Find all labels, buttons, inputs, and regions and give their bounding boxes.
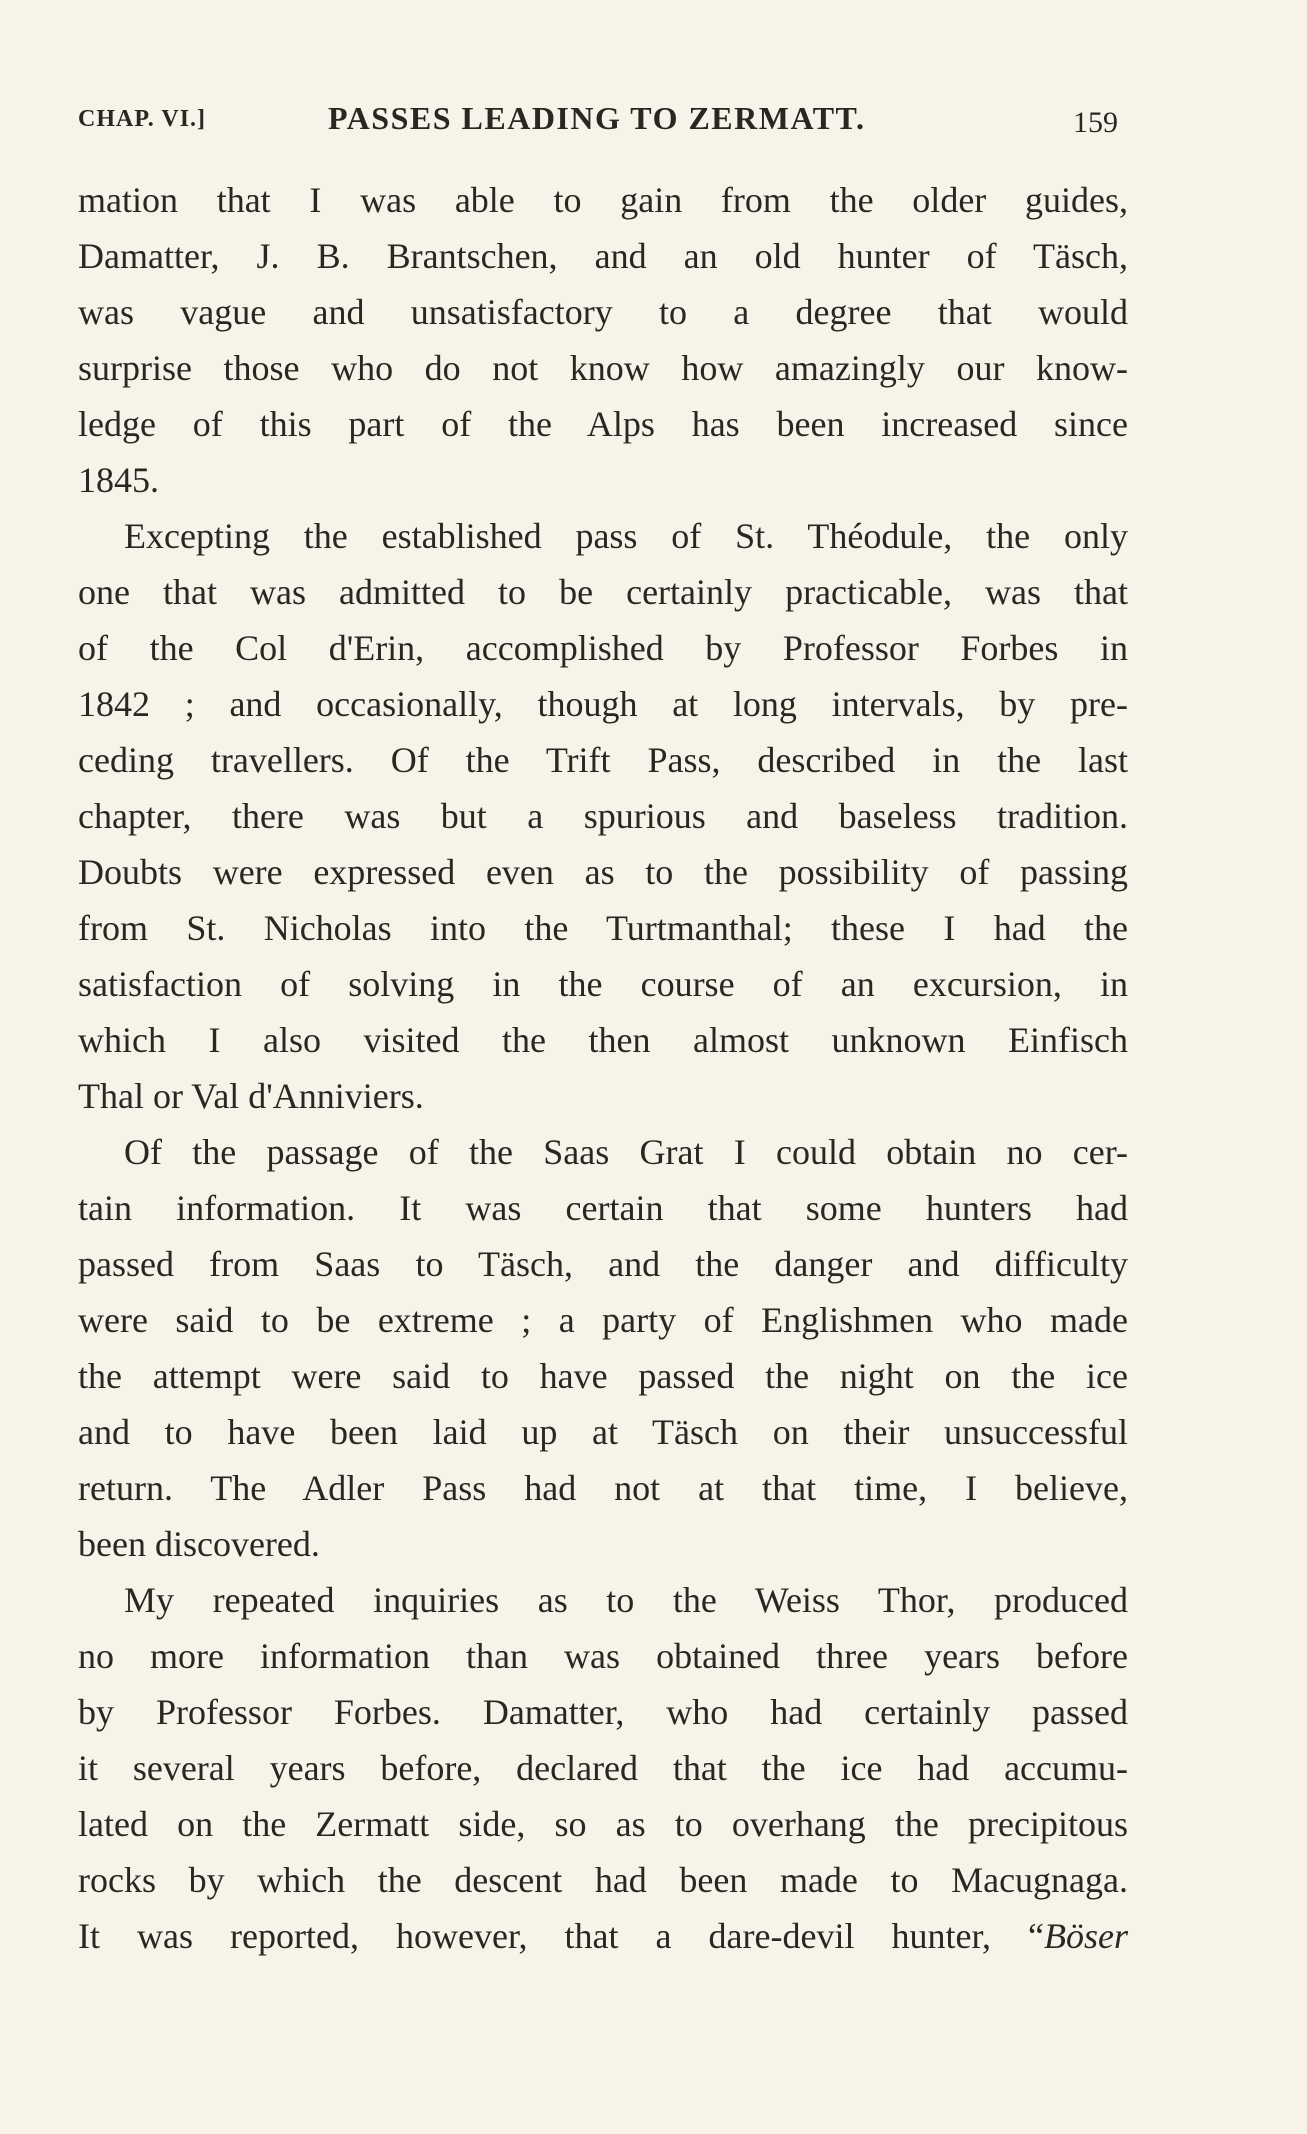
text-line: from St. Nicholas into the Turtmanthal; these I had the: [78, 908, 1128, 948]
paragraph-4: [78, 1572, 1128, 1964]
paragraph-2: [78, 508, 1128, 1124]
text-line: were said to be extreme ; a party of Englishmen who made: [78, 1300, 1128, 1340]
paragraph-3: [78, 1124, 1128, 1572]
text-line: Of the passage of the Saas Grat I could obtain no cer-: [124, 1132, 1128, 1172]
text-line: return. The Adler Pass had not at that time, I believe,: [78, 1468, 1128, 1508]
text-line: Damatter, J. B. Brantschen, and an old hunter of Täsch,: [78, 236, 1128, 276]
text-line: Doubts were expressed even as to the possibility of passing: [78, 852, 1128, 892]
text-line: by Professor Forbes. Damatter, who had certainly passed: [78, 1692, 1128, 1732]
text-line: rocks by which the descent had been made to Macugnaga.: [78, 1860, 1128, 1900]
text-line: lated on the Zermatt side, so as to overhang the precipitous: [78, 1804, 1128, 1844]
text-line: Thal or Val d'Anniviers.: [78, 1076, 424, 1116]
text-line: 1842 ; and occasionally, though at long intervals, by pre-: [78, 684, 1128, 724]
text-line: and to have been laid up at Täsch on their unsuccessful: [78, 1412, 1128, 1452]
text-line: tain information. It was certain that some hunters had: [78, 1188, 1128, 1228]
italic-word: Böser: [1044, 1916, 1128, 1956]
page-title: PASSES LEADING TO ZERMATT.: [328, 100, 866, 136]
running-head: [78, 100, 1118, 144]
text-line: of the Col d'Erin, accomplished by Professor Forbes in: [78, 628, 1128, 668]
text-line: which I also visited the then almost unknown Einfisch: [78, 1020, 1128, 1060]
text-line: the attempt were said to have passed the night on the ice: [78, 1356, 1128, 1396]
text-line-final: [78, 1908, 1128, 1964]
text-line: My repeated inquiries as to the Weiss Thor, produced: [124, 1580, 1128, 1620]
text-line: ledge of this part of the Alps has been increased since: [78, 404, 1128, 444]
text-line: mation that I was able to gain from the older guides,: [78, 180, 1128, 220]
text-line: Excepting the established pass of St. Théodule, the only: [124, 516, 1128, 556]
body-text: [78, 172, 1128, 1964]
text-line: satisfaction of solving in the course of an excursion, in: [78, 964, 1128, 1004]
text-line: no more information than was obtained three years before: [78, 1636, 1128, 1676]
text-line: 1845.: [78, 460, 159, 500]
text-line: surprise those who do not know how amazingly our know-: [78, 348, 1128, 388]
text-line: passed from Saas to Täsch, and the danger and difficulty: [78, 1244, 1128, 1284]
text-line: been discovered.: [78, 1524, 320, 1564]
chapter-label: CHAP. VI.]: [78, 106, 207, 132]
text-line: was vague and unsatisfactory to a degree that would: [78, 292, 1128, 332]
text-line: one that was admitted to be certainly practicable, was that: [78, 572, 1128, 612]
text-line: chapter, there was but a spurious and baseless tradition.: [78, 796, 1128, 836]
page-number: 159: [1073, 106, 1118, 139]
text-line-body: It was reported, however, that a dare-devil hunter, “: [78, 1916, 1044, 1956]
text-line: it several years before, declared that the ice had accumu-: [78, 1748, 1128, 1788]
paragraph-1: [78, 172, 1128, 508]
text-line: ceding travellers. Of the Trift Pass, described in the last: [78, 740, 1128, 780]
